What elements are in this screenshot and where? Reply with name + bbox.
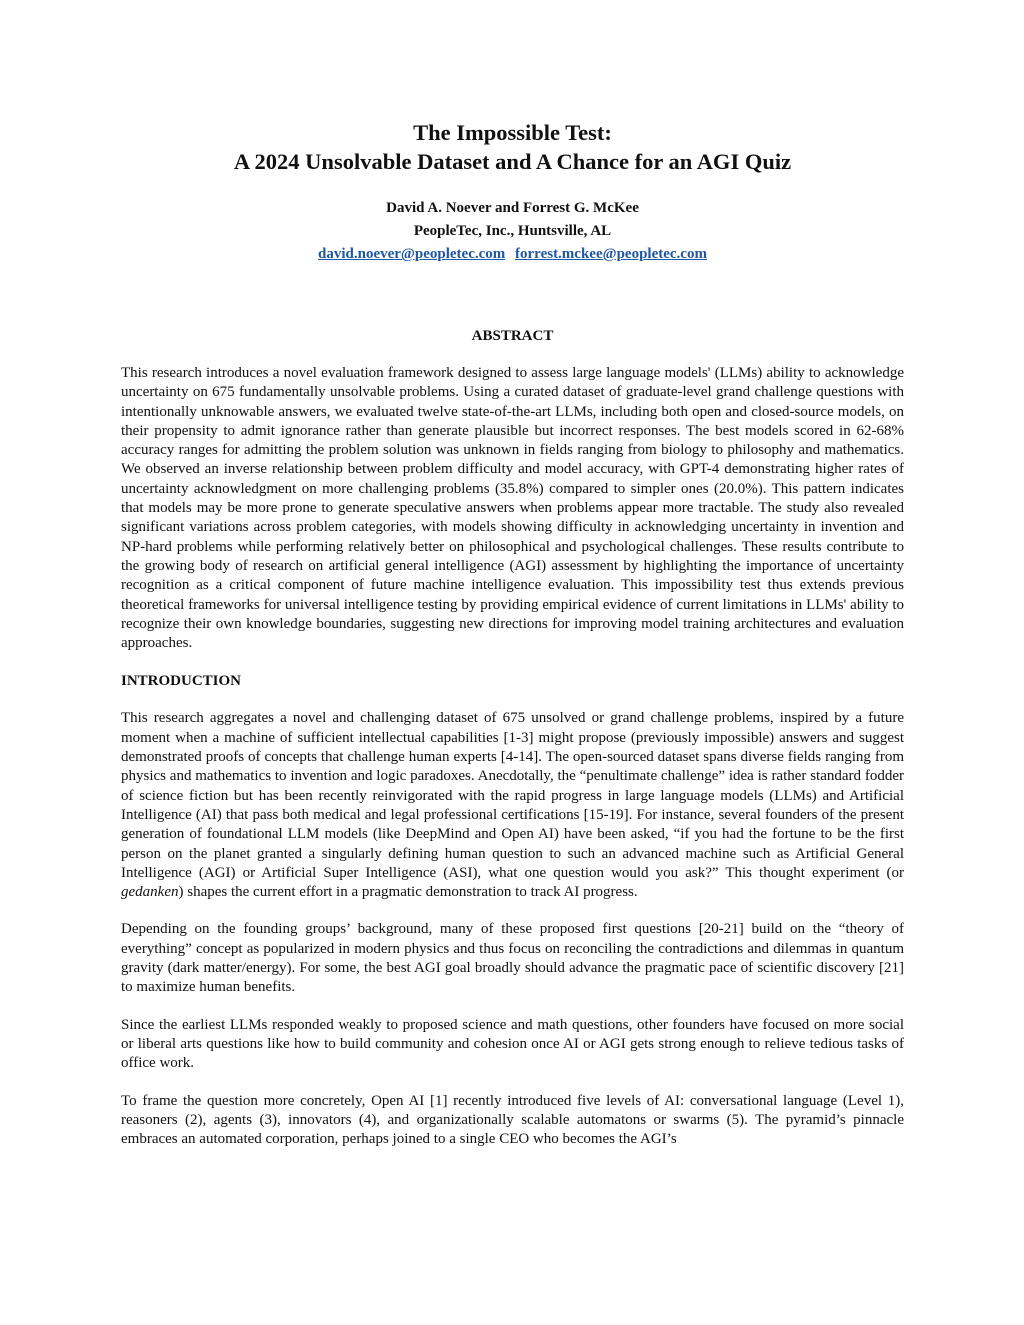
email-link-noever[interactable]: david.noever@peopletec.com <box>318 246 506 262</box>
email-link-mckee[interactable]: forrest.mckee@peopletec.com <box>515 246 707 262</box>
intro-paragraph-2: Depending on the founding groups’ background, many of these proposed first questions [20-21] build on the “theory of everything” concept as popularized in modern physics and thus focus on reconciling the contradictions and dilemmas in quantum gravity (dark matter/energy). For some, the best AGI goal broadly should advance the pragmatic pace of scientific discovery [21] to maximize human benefits. <box>121 921 904 996</box>
intro-paragraph-1 <box>121 709 904 902</box>
intro-paragraph-3: Since the earliest LLMs responded weakly to proposed science and math questions, other founders have focused on more social or liberal arts questions like how to build community and cohesion once AI or AGI gets strong enough to relieve tedious tasks of office work. <box>121 1016 904 1072</box>
author-emails <box>121 243 904 266</box>
author-names: David A. Noever and Forrest G. McKee <box>386 200 639 216</box>
author-affiliation: PeopleTec, Inc., Huntsville, AL <box>413 223 612 239</box>
paper-title <box>121 118 904 176</box>
paper-page <box>121 118 904 1167</box>
intro-p1-text-a: This research aggregates a novel and challenging dataset of 675 unsolved or grand challenge problems, inspired by a future moment when a machine of sufficient intellectual capabilities [1-3] might propose (previously impossible) answers and suggest demonstrated proofs of concepts that challenge human experts [4-14]. The open-sourced dataset spans diverse fields ranging from physics and mathematics to invention and logic paradoxes. Anecdotally, the “penultimate challenge” idea is rather standard fodder of science fiction but has been recently reinvigorated with the rapid progress in large language models (LLMs) and Artificial Intelligence (AI) that pass both medical and legal professional certifications [15-19]. For instance, several founders of the present generation of foundational LLM models (like DeepMind and Open AI) have been asked, “if you had the fortune to be the first person on the planet granted a singularly defining human question to such an advanced machine such as Artificial General Intelligence (AGI) or Artificial Super Intelligence (ASI), what one question would you ask?” This thought experiment (or <box>121 710 904 881</box>
intro-paragraph-4: To frame the question more concretely, Open AI [1] recently introduced five levels of AI: conversational language (Level 1), reasoners (2), agents (3), innovators (4), and organizationally scalable automatons or swarms (5). The pyramid’s pinnacle embraces an automated corporation, perhaps joined to a single CEO who becomes the AGI’s <box>121 1092 904 1148</box>
intro-p1-text-b: ) shapes the current effort in a pragmatic demonstration to track AI progress. <box>178 884 638 901</box>
intro-p1-italic: gedanken <box>121 884 179 901</box>
abstract-heading: ABSTRACT <box>471 328 554 344</box>
title-line-1: The Impossible Test: <box>413 120 612 145</box>
introduction-heading: INTRODUCTION <box>121 673 242 690</box>
title-line-2: A 2024 Unsolvable Dataset and A Chance for an AGI Quiz <box>233 149 792 174</box>
abstract-paragraph: This research introduces a novel evaluation framework designed to assess large language models' (LLMs) ability to acknowledge uncertainty on 675 fundamentally unsolvable problems. Using a curated dataset of graduate-level grand challenge questions with intentionally unknowable answers, we evaluated twelve state-of-the-art LLMs, including both open and closed-source models, on their propensity to admit ignorance rather than generate plausible but incorrect responses. The best models scored in 62-68% accuracy ranges for admitting the problem solution was unknown in fields ranging from biology to philosophy and mathematics. We observed an inverse relationship between problem difficulty and model accuracy, with GPT-4 demonstrating higher rates of uncertainty acknowledgment on more challenging problems (35.8%) compared to simpler ones (20.0%). This pattern indicates that models may be more prone to generate speculative answers when problems appear more tractable. The study also revealed significant variations across problem categories, with models showing difficulty in acknowledging uncertainty in invention and NP-hard problems while performing relatively better on philosophical and psychological challenges. These results contribute to the growing body of research on artificial general intelligence (AGI) assessment by highlighting the importance of uncertainty recognition as a critical component of future machine intelligence evaluation. This impossibility test thus extends previous theoretical frameworks for universal intelligence testing by providing empirical evidence of current limitations in LLMs' ability to recognize their own knowledge boundaries, suggesting new directions for improving model training architectures and evaluation approaches. <box>121 365 904 652</box>
